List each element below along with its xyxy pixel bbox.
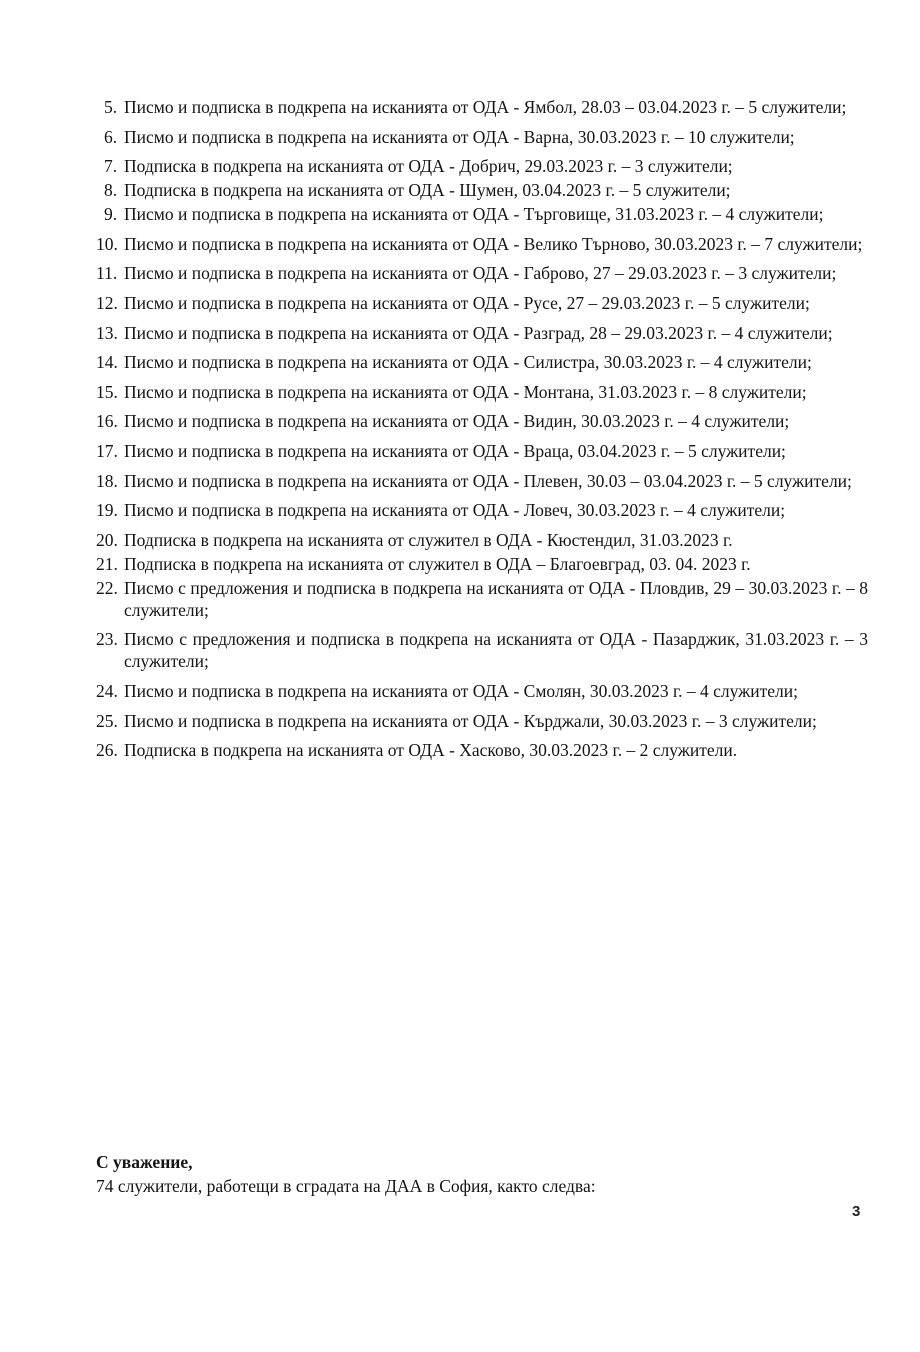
list-item-number: 23. [96,629,118,650]
list-item [96,739,868,761]
list-item-text: Писмо и подписка в подкрепа на исканията от ОДА - Видин, 30.03.2023 г. – 4 служители; [124,411,790,432]
list-item [96,233,868,255]
list-item-number: 21. [96,553,118,574]
list-item [96,351,868,373]
list-item-text: Писмо и подписка в подкрепа на исканията от ОДА - Габрово, 27 – 29.03.2023 г. – 3 служители; [124,263,837,284]
list-item-number: 7. [104,156,118,177]
list-item-text: Писмо с предложения и подписка в подкрепа на исканията от ОДА - Пловдив, 29 – 30.03.2023 г. – 8 служители; [124,577,868,620]
list-item [96,680,868,702]
enumerated-document-list [96,96,868,763]
list-item-number: 24. [96,680,118,701]
page-number: 3 [852,1203,861,1220]
list-item-text: Писмо и подписка в подкрепа на исканията от ОДА - Ловеч, 30.03.2023 г. – 4 служители; [124,500,786,521]
list-item [96,155,868,177]
list-item-text: Писмо и подписка в подкрепа на исканията от ОДА - Смолян, 30.03.2023 г. – 4 служители; [124,680,799,701]
list-item [96,710,868,732]
list-item [96,529,868,551]
list-item-number: 17. [96,440,118,461]
list-item-text: Писмо и подписка в подкрепа на исканията от ОДА - Търговище, 31.03.2023 г. – 4 служители; [124,204,824,225]
list-item [96,322,868,344]
list-item [96,126,868,148]
list-item-text: Писмо и подписка в подкрепа на исканията от ОДА - Силистра, 30.03.2023 г. – 4 служители; [124,352,812,373]
list-item-text: Писмо и подписка в подкрепа на исканията от ОДА - Варна, 30.03.2023 г. – 10 служители; [124,126,795,147]
list-item-text: Подписка в подкрепа на исканията от служител в ОДА - Кюстендил, 31.03.2023 г. [124,529,733,550]
list-item [96,577,868,621]
list-item [96,203,868,225]
list-item-number: 20. [96,529,118,550]
list-item-text: Писмо и подписка в подкрепа на исканията от ОДА - Разград, 28 – 29.03.2023 г. – 4 служители; [124,322,833,343]
list-item-text: Писмо и подписка в подкрепа на исканията от ОДА - Русе, 27 – 29.03.2023 г. – 5 служители; [124,292,810,313]
list-item-number: 26. [96,740,118,761]
list-item-text: Писмо и подписка в подкрепа на исканията от ОДА - Враца, 03.04.2023 г. – 5 служители; [124,440,786,461]
list-item [96,292,868,314]
list-item [96,440,868,462]
list-item-number: 18. [96,470,118,491]
list-item [96,553,868,575]
list-item-number: 8. [104,180,118,201]
list-item-number: 13. [96,322,118,343]
list-item-text: Писмо и подписка в подкрепа на исканията от ОДА - Монтана, 31.03.2023 г. – 8 служители; [124,381,807,402]
list-item [96,96,868,118]
list-item [96,499,868,521]
list-item [96,262,868,284]
list-item-text: Писмо и подписка в подкрепа на исканията от ОДА - Кърджали, 30.03.2023 г. – 3 служители; [124,710,817,731]
list-item-number: 14. [96,352,118,373]
list-item [96,410,868,432]
list-item-number: 11. [96,263,118,284]
list-item-text: Писмо и подписка в подкрепа на исканията от ОДА - Велико Търново, 30.03.2023 г. – 7 служители; [124,233,863,254]
list-item-number: 19. [96,500,118,521]
list-item-text: Подписка в подкрепа на исканията от ОДА - Добрич, 29.03.2023 г. – 3 служители; [124,156,733,177]
list-item-text: Писмо и подписка в подкрепа на исканията от ОДА - Плевен, 30.03 – 03.04.2023 г. – 5 служители; [124,470,852,491]
closing-signatories: 74 служители, работещи в сградата на ДАА в София, както следва: [96,1176,596,1196]
list-item-text: Писмо и подписка в подкрепа на исканията от ОДА - Ямбол, 28.03 – 03.04.2023 г. – 5 служители; [124,97,847,117]
list-item-number: 15. [96,381,118,402]
list-item [96,179,868,201]
list-item-number: 25. [96,710,118,731]
list-item-number: 10. [96,233,118,254]
closing-salutation: С уважение, [96,1152,193,1172]
list-item-text: Подписка в подкрепа на исканията от ОДА - Хасково, 30.03.2023 г. – 2 служители. [124,740,738,761]
list-item-number: 12. [96,292,118,313]
list-item-text: Подписка в подкрепа на исканията от служител в ОДА – Благоевград, 03. 04. 2023 г. [124,553,751,574]
closing-block [96,1150,868,1198]
list-item-text: Подписка в подкрепа на исканията от ОДА - Шумен, 03.04.2023 г. – 5 служители; [124,180,731,201]
list-item-number: 16. [96,411,118,432]
list-item-text: Писмо с предложения и подписка в подкрепа на исканията от ОДА - Пазарджик, 31.03.2023 г. – 3 служители; [124,629,868,672]
list-item-number: 5. [104,97,118,117]
list-item [96,381,868,403]
list-item-number: 9. [104,204,118,225]
list-item-number: 22. [96,577,118,598]
list-item-number: 6. [104,126,118,147]
list-item [96,628,868,672]
list-item [96,470,868,492]
